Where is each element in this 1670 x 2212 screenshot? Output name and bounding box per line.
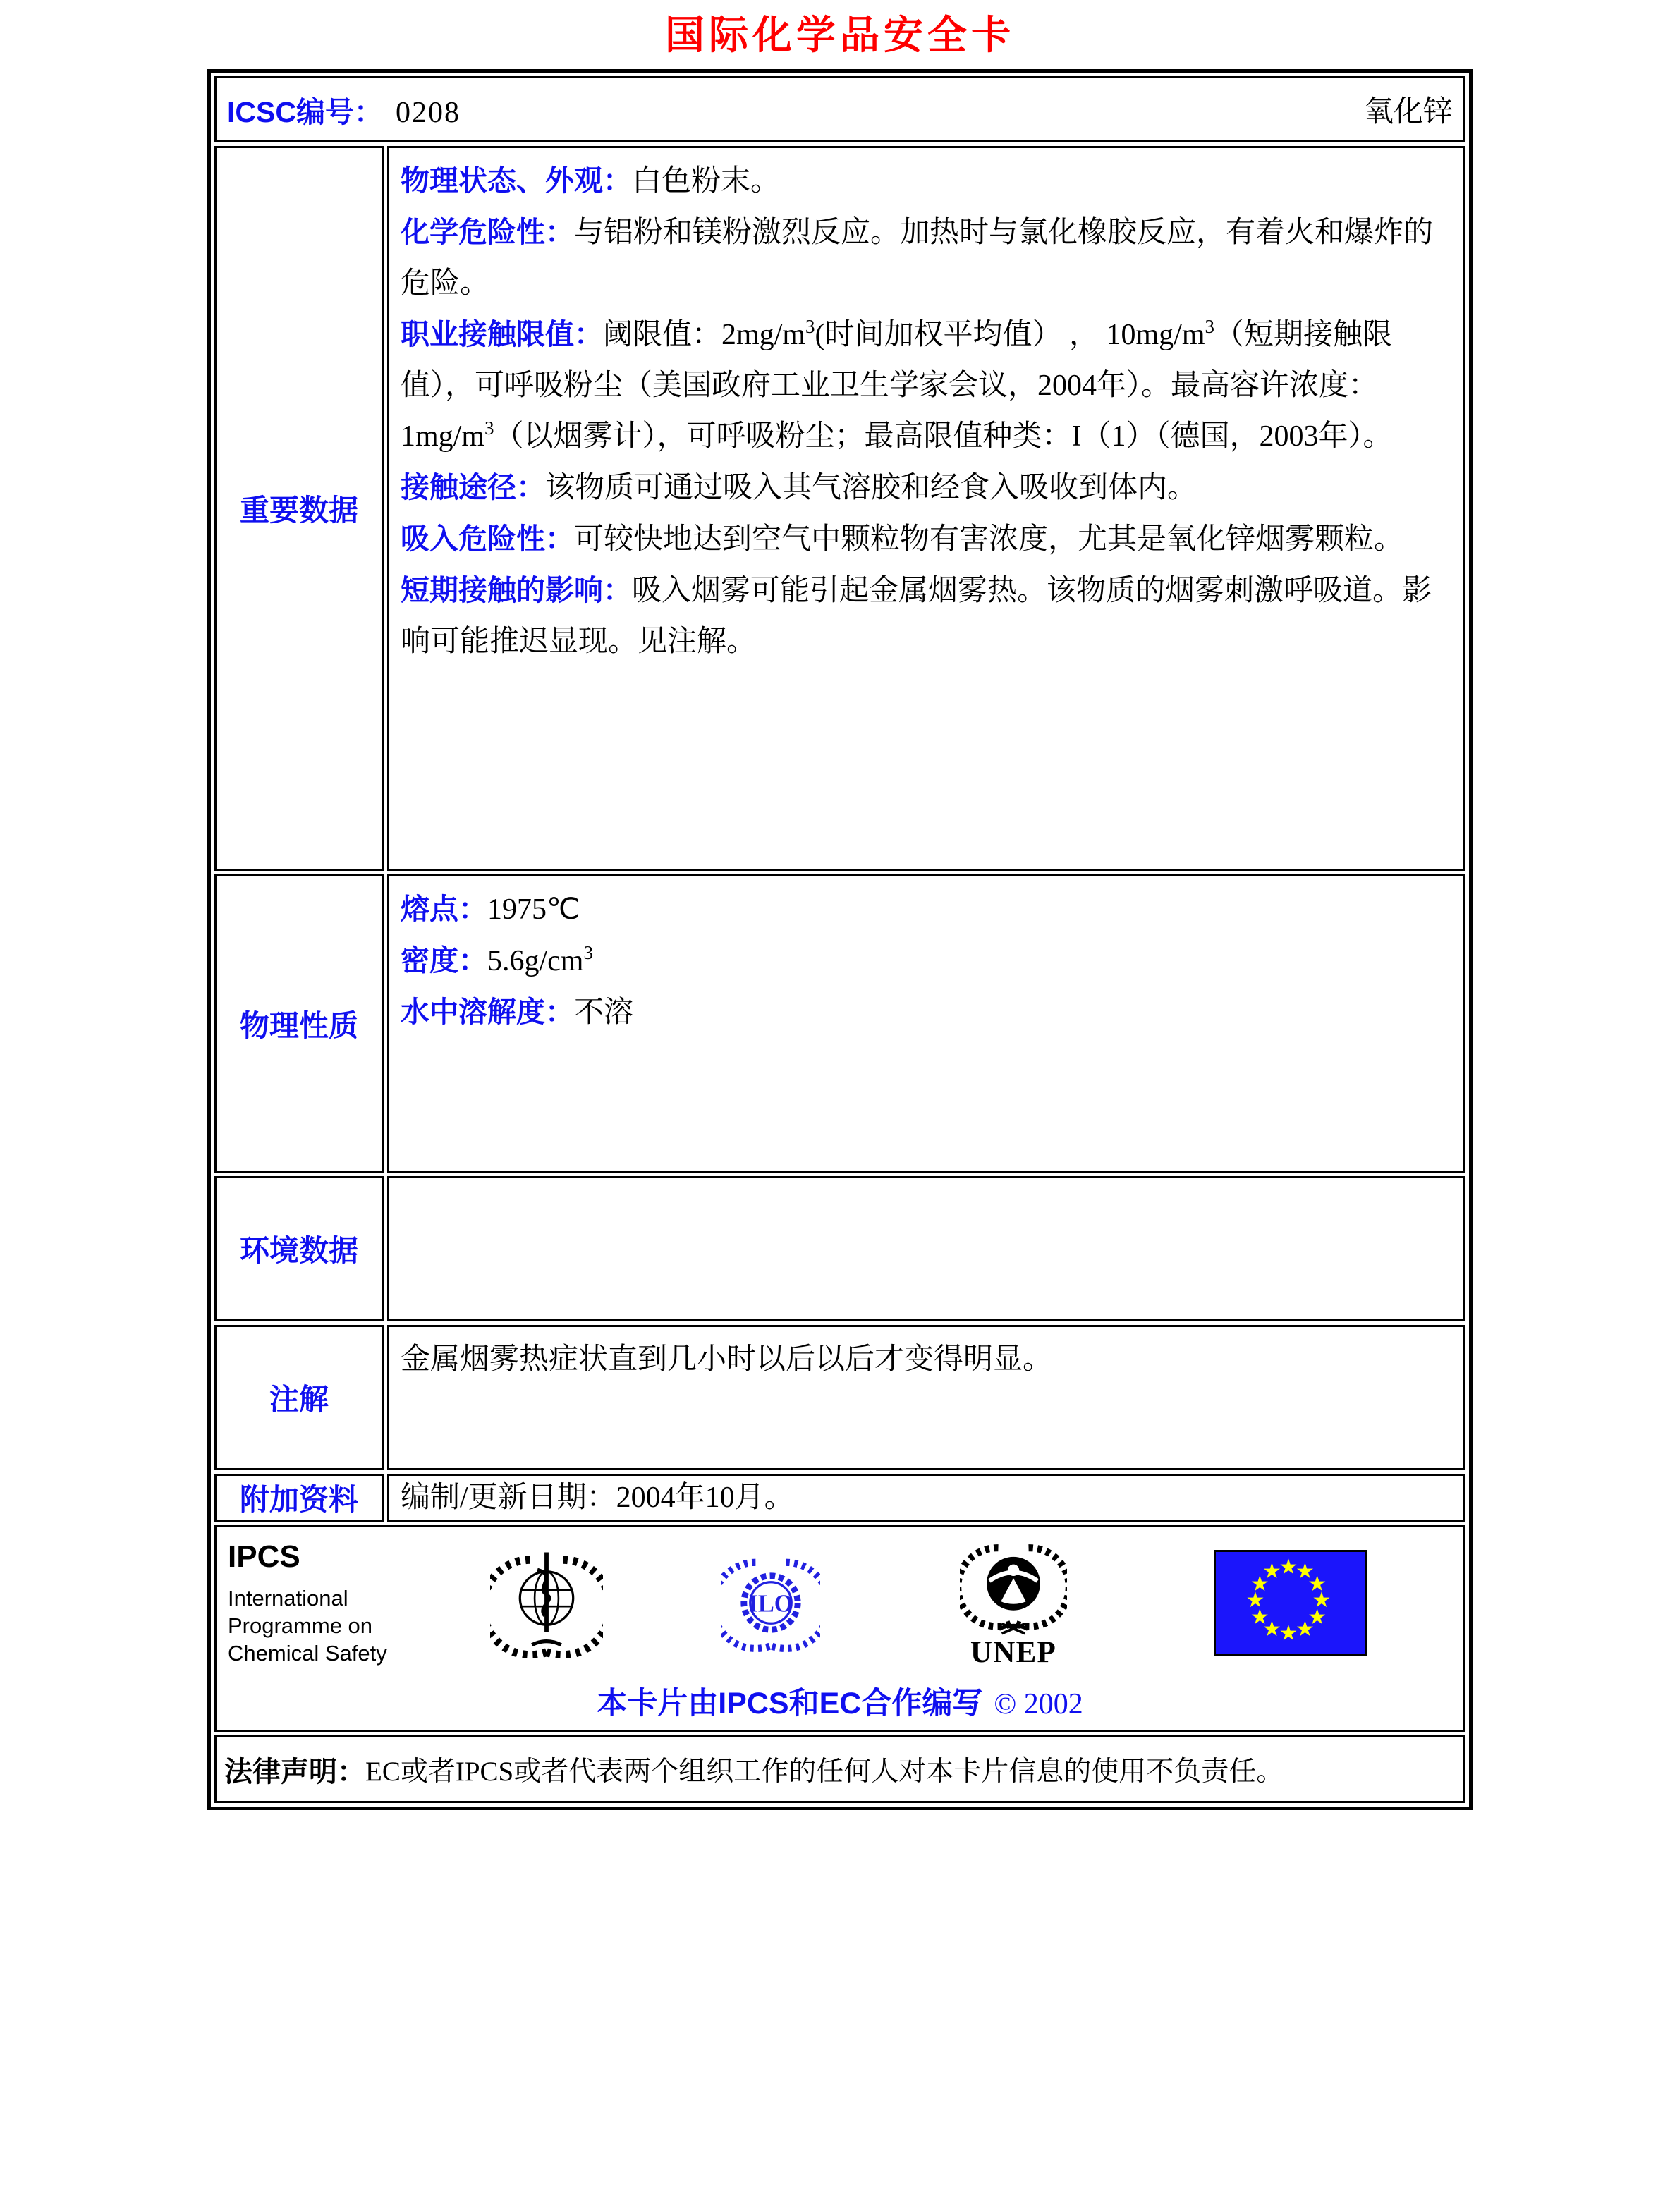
field-value: 可较快地达到空气中颗粒物有害浓度，尤其是氧化锌烟雾颗粒。 — [574, 523, 1404, 556]
logos-row — [214, 1525, 1465, 1732]
additional-info-content: 编制/更新日期：2004年10月。 — [387, 1474, 1465, 1522]
field-value: 与铝粉和镁粉激烈反应。加热时与氯化橡胶反应，有着火和爆炸的危险。 — [401, 216, 1434, 300]
legal-label: 法律声明： — [224, 1756, 365, 1788]
unep-emblem-icon — [960, 1537, 1067, 1668]
field-row — [401, 935, 1452, 986]
header-row — [214, 76, 1465, 142]
environmental-data-content — [387, 1176, 1465, 1321]
icsc-number-label: ICSC编号： — [227, 95, 383, 128]
field-row — [401, 207, 1452, 309]
icsc-number-value: 0208 — [395, 96, 461, 129]
caption-copyright: © 2002 — [994, 1688, 1083, 1721]
field-row — [401, 884, 1452, 935]
field-value: 不溶 — [574, 996, 634, 1029]
ipcs-subtitle-line: Programme on — [228, 1613, 373, 1638]
field-row — [401, 155, 1452, 207]
important-data-row — [214, 146, 1465, 871]
card-caption — [217, 1680, 1463, 1723]
field-value: 1975℃ — [487, 893, 580, 926]
field-value: 吸入烟雾可能引起金属烟雾热。该物质的烟雾刺激呼吸道。影响可能推迟显现。见注解。 — [401, 575, 1432, 658]
eu-flag — [1214, 1550, 1367, 1656]
ipcs-subtitle-line: Chemical Safety — [228, 1640, 387, 1666]
eu-star-icon: ★ — [1262, 1616, 1281, 1642]
additional-info-row — [214, 1474, 1465, 1522]
section-label-environment: 环境数据 — [214, 1176, 384, 1321]
field-label: 密度： — [401, 944, 487, 977]
notes-row — [214, 1325, 1465, 1470]
ipcs-text-block — [228, 1539, 439, 1667]
field-label: 短期接触的影响： — [401, 574, 632, 606]
section-label-notes: 注解 — [214, 1325, 384, 1470]
field-value: 阈限值：2mg/m — [603, 319, 806, 351]
field-value: (时间加权平均值） ， 10mg/m — [815, 319, 1205, 351]
legal-cell — [214, 1735, 1465, 1803]
superscript: 3 — [1205, 316, 1215, 337]
physical-properties-content — [387, 874, 1465, 1173]
field-label: 职业接触限值： — [401, 318, 603, 350]
who-emblem-icon — [490, 1548, 603, 1658]
section-label-important: 重要数据 — [214, 146, 384, 871]
eu-star-icon: ★ — [1245, 1588, 1265, 1613]
field-value: 白色粉末。 — [632, 165, 781, 197]
superscript: 3 — [805, 316, 815, 337]
field-value: 5.6g/cm — [487, 945, 584, 977]
ipcs-subtitle-line: International — [228, 1585, 348, 1611]
eu-star-icon: ★ — [1279, 1555, 1298, 1579]
field-value: 该物质可通过吸入其气溶胶和经食入吸收到体内。 — [545, 472, 1197, 504]
eu-star-icon: ★ — [1279, 1621, 1298, 1646]
field-label: 化学危险性： — [401, 216, 574, 248]
environmental-data-row — [214, 1176, 1465, 1321]
page-title: 国际化学品安全卡 — [665, 12, 1015, 59]
substance-name: 氧化锌 — [1363, 96, 1453, 128]
field-label: 接触途径： — [401, 471, 545, 503]
field-row — [401, 309, 1452, 462]
eu-star-icon: ★ — [1308, 1571, 1327, 1596]
eu-star-icon: ★ — [1250, 1571, 1269, 1596]
field-label: 熔点： — [401, 893, 487, 925]
unep-letters: UNEP — [970, 1636, 1057, 1668]
logos-cell — [214, 1525, 1465, 1732]
ilo-letters: ILO — [748, 1590, 793, 1618]
eu-star-icon: ★ — [1308, 1604, 1327, 1630]
field-label: 吸入危险性： — [401, 523, 574, 555]
header-cell — [214, 76, 1465, 142]
eu-star-icon: ★ — [1262, 1559, 1281, 1584]
superscript: 3 — [583, 942, 593, 963]
notes-content: 金属烟雾热症状直到几小时以后以后才变得明显。 — [387, 1325, 1465, 1470]
ilo-emblem-icon — [721, 1553, 820, 1652]
icsc-card-sheet — [207, 4, 1473, 1810]
field-label: 物理状态、外观： — [401, 164, 632, 197]
section-label-additional: 附加资料 — [214, 1474, 384, 1522]
important-data-content — [387, 146, 1465, 871]
eu-star-icon: ★ — [1296, 1559, 1315, 1584]
legal-row — [214, 1735, 1465, 1803]
field-row — [401, 513, 1452, 565]
eu-star-icon: ★ — [1312, 1588, 1331, 1613]
logo-strip — [217, 1537, 1463, 1668]
physical-properties-row — [214, 874, 1465, 1173]
icsc-number-group — [227, 89, 461, 130]
field-row — [401, 986, 1452, 1038]
legal-text: EC或者IPCS或者代表两个组织工作的任何人对本卡片信息的使用不负责任。 — [365, 1756, 1284, 1787]
field-value: （短期接触限值），可呼吸粉尘（美国政府工业卫生学家会议，2004年）。最高容许浓度：1mg/m — [401, 319, 1393, 453]
ipcs-title: IPCS — [228, 1539, 300, 1574]
eu-star-icon: ★ — [1296, 1616, 1315, 1642]
section-label-physical: 物理性质 — [214, 874, 384, 1173]
field-label: 水中溶解度： — [401, 996, 574, 1028]
field-value: （以烟雾计），可呼吸粉尘；最高限值种类：I（1）（德国，2003年）。 — [494, 420, 1393, 453]
field-row — [401, 565, 1452, 667]
caption-text: 本卡片由IPCS和EC合作编写 — [597, 1687, 983, 1721]
superscript: 3 — [484, 417, 494, 439]
eu-star-icon: ★ — [1250, 1604, 1269, 1630]
field-row — [401, 462, 1452, 513]
icsc-card-table — [207, 69, 1473, 1810]
